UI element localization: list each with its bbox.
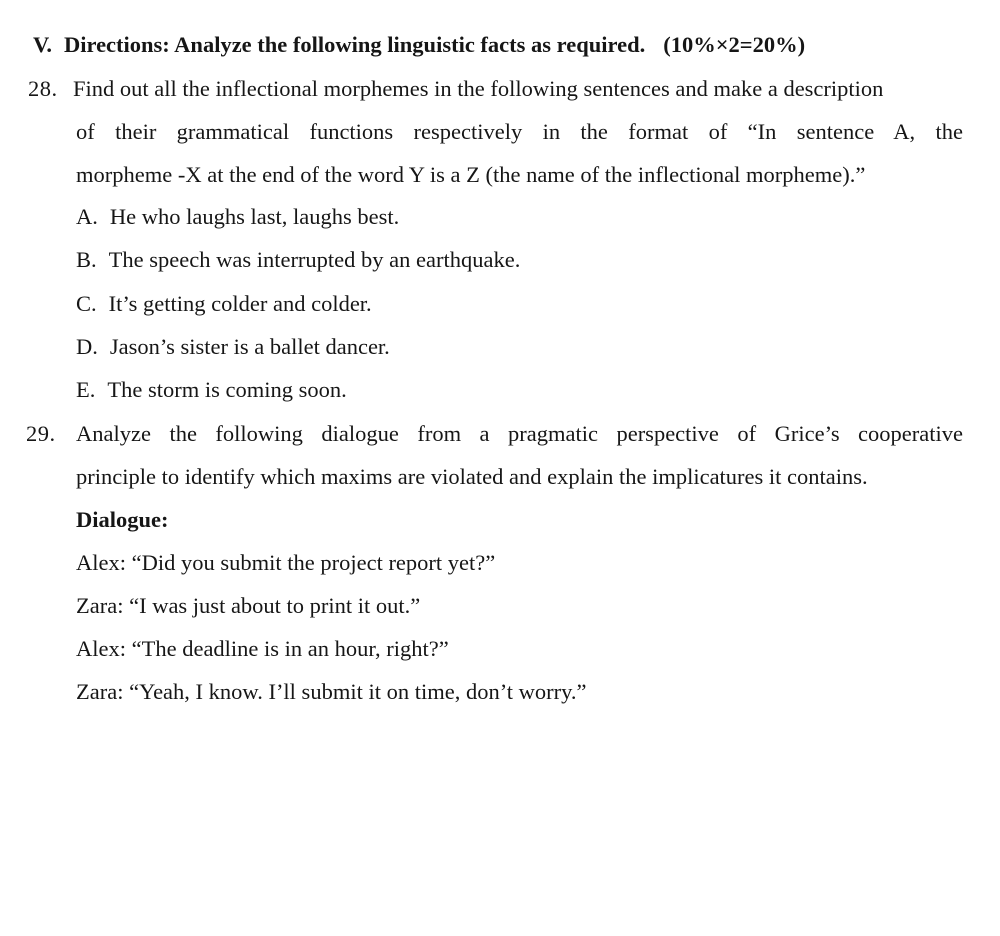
option-text: The storm is coming soon. — [107, 377, 347, 402]
q29-line-1: Analyze the following dialogue from a pragmatic perspective of Grice’s cooperative — [76, 421, 963, 446]
option-label: D. — [76, 334, 98, 359]
option-text: It’s getting colder and colder. — [108, 291, 372, 316]
dialogue-line-3: Alex: “The deadline is in an hour, right?” — [76, 636, 449, 661]
section-title: Directions: Analyze the following linguistic facts as required. — [63, 32, 646, 57]
q28-line-2: of their grammatical functions respectively in the format of “In sentence A, the — [76, 119, 963, 144]
option-text: He who laughs last, laughs best. — [109, 204, 400, 229]
q28-option-c — [76, 290, 372, 318]
option-text: The speech was interrupted by an earthquake. — [108, 247, 521, 272]
dialogue-line-4: Zara: “Yeah, I know. I’ll submit it on time, don’t worry.” — [76, 679, 587, 704]
q28-option-b — [76, 246, 520, 274]
section-numeral: V. — [33, 32, 52, 57]
option-label: A. — [76, 204, 98, 229]
q28-line-1: Find out all the inflectional morphemes in the following sentences and make a description — [73, 76, 884, 101]
q28-option-e — [76, 376, 347, 404]
q28-option-a — [76, 203, 399, 231]
option-text: Jason’s sister is a ballet dancer. — [109, 334, 390, 359]
q28-option-d — [76, 333, 390, 361]
option-label: C. — [76, 291, 97, 316]
q28-line-3: morpheme -X at the end of the word Y is a Z (the name of the inflectional morpheme).” — [76, 162, 866, 187]
q29-line-2: principle to identify which maxims are violated and explain the implicatures it contains. — [76, 464, 868, 489]
section-header — [33, 31, 805, 59]
dialogue-line-2: Zara: “I was just about to print it out.” — [76, 593, 421, 618]
q28-number: 28. — [28, 76, 58, 101]
option-label: E. — [76, 377, 96, 402]
option-label: B. — [76, 247, 97, 272]
q29-number: 29. — [26, 421, 56, 446]
dialogue-line-1: Alex: “Did you submit the project report yet?” — [76, 550, 496, 575]
dialogue-heading: Dialogue: — [76, 507, 169, 532]
section-score: (10%×2=20%) — [663, 32, 806, 57]
